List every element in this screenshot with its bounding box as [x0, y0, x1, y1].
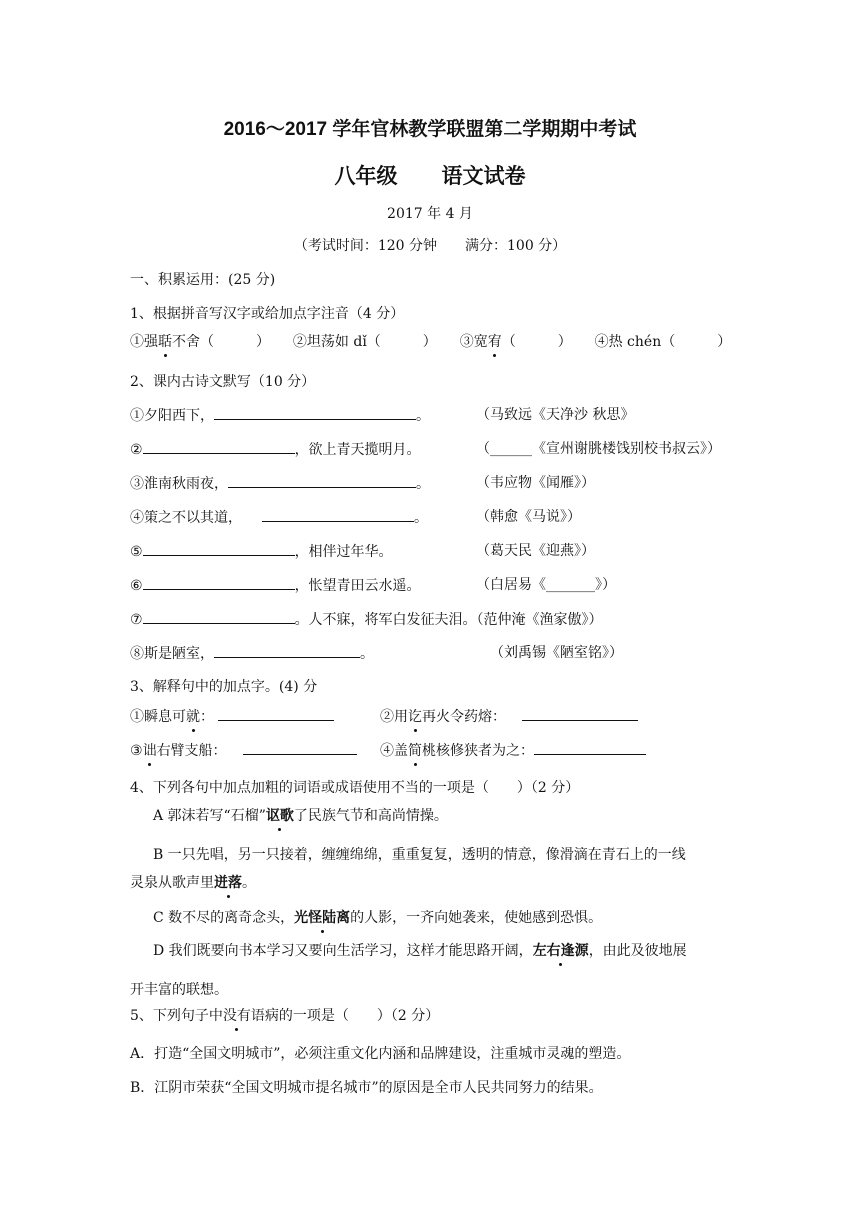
- section-heading: 一、积累运用：(25 分): [130, 272, 276, 288]
- q1-prompt: 1、根据拼音写汉字或给加点字注音（4 分）: [130, 306, 405, 322]
- answer-blank[interactable]: [218, 706, 334, 721]
- q1-item-1: ①强聒不舍（ ）: [130, 334, 270, 350]
- q3-prompt: 3、解释句中的加点字。(4) 分: [130, 679, 318, 695]
- q2-line-2: ② ，欲上青天揽明月。: [130, 439, 421, 460]
- answer-blank[interactable]: [214, 643, 360, 658]
- q2-source-1: （马致远《天净沙 秋思》: [476, 407, 635, 423]
- q2-line-6: ⑥ ，怅望青田云水遥。: [130, 575, 421, 596]
- q4-option-d-line2: 开丰富的联想。: [130, 982, 228, 998]
- answer-blank[interactable]: [262, 507, 414, 522]
- q1-items: [130, 332, 731, 352]
- subject-label: 语文试卷: [441, 165, 526, 188]
- q2-source-3: （韦应物《闻雁》）: [476, 475, 595, 491]
- exam-title: 2016～2017 学年官林教学联盟第二学期期中考试: [223, 119, 637, 140]
- q2-line-4: ④策之不以其道， 。: [130, 507, 428, 528]
- q4-option-b-line1: B 一只先唱，另一只接着，缠缠绵绵，重重复复，透明的情意，像滑滴在青石上的一线: [153, 847, 686, 863]
- q2-source-2: （______《宣州谢朓楼饯别校书叔云》）: [476, 441, 721, 457]
- q5-prompt: 5、下列句子中没有语病的一项是（ ）（2 分）: [130, 1008, 440, 1024]
- q3-item-3: ③诎右臂支船：: [130, 740, 357, 761]
- q1-item-4: ④热 chén（ ）: [594, 334, 732, 350]
- q2-line-1: ①夕阳西下， 。: [130, 405, 430, 426]
- q2-line-8: ⑧斯是陋室， 。: [130, 643, 374, 664]
- q1-item-3: ③宽宥（ ）: [459, 334, 572, 350]
- answer-blank[interactable]: [228, 473, 416, 488]
- q2-line-7: ⑦ 。人不寐，将军白发征夫泪。（范仲淹《渔家傲》）: [130, 609, 603, 630]
- q4-option-c: C 数不尽的离奇念头，光怪陆离的人影，一齐向她袭来，使她感到恐惧。: [153, 910, 603, 926]
- exam-subtitle: [0, 160, 860, 190]
- answer-blank[interactable]: [214, 405, 416, 420]
- q4-prompt: 4、下列各句中加点加粗的词语或成语使用不当的一项是（ ）（2 分）: [130, 780, 580, 796]
- q4-option-d-line1: D 我们既要向书本学习又要向生活学习，这样才能思路开阔，左右逢源，由此及彼地展: [153, 943, 687, 959]
- exam-date: 2017 年 4 月: [387, 206, 473, 222]
- q2-line-3: ③淮南秋雨夜， 。: [130, 473, 430, 494]
- answer-blank[interactable]: [243, 740, 357, 755]
- q2-source-4: （韩愈《马说》）: [476, 509, 581, 525]
- q4-option-b-line2: 灵泉从歌声里迸落。: [130, 875, 256, 891]
- answer-blank[interactable]: [522, 706, 638, 721]
- exam-info: （考试时间：120 分钟 满分：100 分）: [293, 238, 567, 254]
- q3-item-4: ④盖简桃核修狭者为之：: [380, 740, 646, 761]
- q5-option-a: A．打造“全国文明城市”，必须注重文化内涵和品牌建设，注重城市灵魂的塑造。: [130, 1046, 631, 1062]
- answer-blank[interactable]: [143, 439, 295, 454]
- q2-line-5: ⑤ ，相伴过年华。: [130, 541, 393, 562]
- answer-blank[interactable]: [143, 575, 295, 590]
- q3-item-2: ②用讫再火令药熔：: [380, 706, 638, 727]
- answer-blank[interactable]: [143, 609, 295, 624]
- q4-option-a: A 郭沫若写“石榴”讴歌了民族气节和高尚情操。: [153, 808, 448, 824]
- grade-label: 八年级: [334, 165, 398, 188]
- q2-source-8: （刘禹锡《陋室铭》）: [490, 645, 623, 661]
- q2-source-5: （葛天民《迎燕》）: [476, 543, 595, 559]
- answer-blank[interactable]: [534, 740, 646, 755]
- q3-item-1: ①瞬息可就：: [130, 706, 334, 727]
- q2-prompt: 2、课内古诗文默写（10 分）: [130, 374, 316, 390]
- q1-item-2: ②坦荡如 dǐ（ ）: [292, 334, 437, 350]
- q5-option-b: B．江阴市荣获“全国文明城市提名城市”的原因是全市人民共同努力的结果。: [130, 1080, 603, 1096]
- q2-source-6: （白居易《_______》）: [476, 577, 616, 593]
- answer-blank[interactable]: [143, 541, 295, 556]
